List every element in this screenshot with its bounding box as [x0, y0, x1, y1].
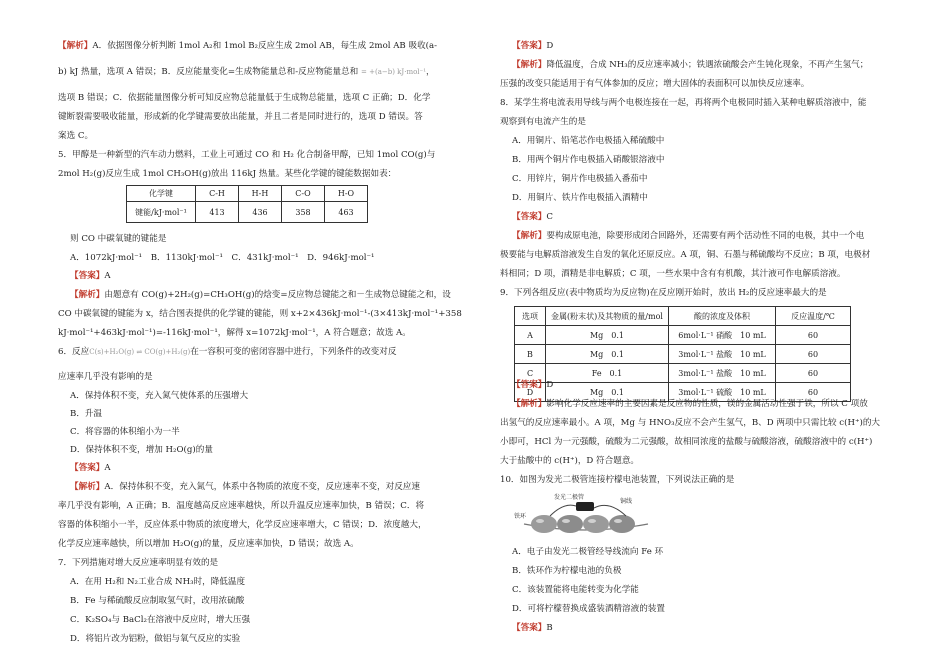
table-header-row: 选项 金属(粉末状)及其物质的量/mol 酸的浓度及体积 反应温度/℃: [515, 307, 851, 326]
q4-analysis-line1: 【解析】A．依据图像分析判断 1mol A₂和 1mol B₂反应生成 2mol AB，每生成 2mol AB 吸收(a-: [58, 41, 438, 51]
q4-analysis-line5: 案选 C。: [58, 131, 94, 141]
q8-analysis-line3: 料相同；D 项，酒精是非电解质；C 项，一些水果中含有有机酸，其汁液可作电解质溶液。: [500, 269, 846, 279]
q10-option-d: D．可将柠檬替换成盛装酒精溶液的装置: [512, 604, 665, 614]
q8-analysis-line1: 【解析】要构成原电池，除要形成闭合回路外，还需要有两个活动性不同的电极，其中一个电: [512, 231, 865, 241]
table-row: A Mg 0.1 6mol·L⁻¹ 硝酸 10 mL 60: [515, 326, 851, 345]
q6-analysis-line4: 化学反应速率越快，所以增加 H₂O(g)的量，反应速率加快，D 错误；故选 A。: [58, 539, 359, 549]
q5-stem-line2: 2mol H₂(g)反应生成 1mol CH₃OH(g)放出 116kJ 热量。某些化学键的键能数据如表：: [58, 169, 397, 179]
reaction-rate-table: [514, 306, 851, 402]
q8-option-c: C．用锌片，铜片作电极插入番茄中: [512, 174, 648, 184]
copper-label: 铜线: [620, 498, 633, 505]
energy-formula: = +(a−b) kJ·mol⁻¹: [361, 68, 427, 76]
led-label: 发光二极管: [554, 494, 585, 501]
q7-option-c: C．K₂SO₄与 BaCl₂在溶液中反应时，增大压强: [70, 615, 251, 625]
q7-option-d: D．将铝片改为铝粉，做铝与氧气反应的实验: [70, 634, 241, 644]
q9-stem: 9．下列各组反应(表中物质均为反应物)在反应刚开始时，放出 H₂的反应速率最大的是: [500, 288, 827, 298]
q10-stem: 10．如图为发光二极管连接柠檬电池装置，下列说法正确的是: [500, 475, 735, 485]
q9-analysis-line3: 小即可，HCl 为一元强酸，硫酸为二元强酸，故相同浓度的盐酸与硫酸溶液，硫酸溶液中的 c(H⁺): [500, 437, 873, 447]
q5-analysis-line3: kJ·mol⁻¹+463kJ·mol⁻¹)=-116kJ·mol⁻¹，解得 x=1072kJ·mol⁻¹，A 符合题意；故选 A。: [58, 328, 411, 338]
copper-wire-left: [550, 505, 576, 516]
lemon-1: [531, 515, 557, 533]
q4-analysis-line3: 选项 B 错误；C．依据能量图像分析可知反应物总能量低于生成物总能量，选项 C 正确；D．化学: [58, 93, 431, 103]
q6-reaction-formula: C(s)+H₂O(g) ⇌ CO(g)+H₂(g): [89, 348, 191, 356]
q8-option-d: D．用铜片、铁片作电极插入酒精中: [512, 193, 648, 203]
table-row: D Mg 0.1 3mol·L⁻¹ 硫酸 10 mL 60: [515, 383, 851, 402]
table-row: 键能/kJ·mol⁻¹ 413 436 358 463: [127, 202, 368, 223]
q6-analysis-line2: 率几乎没有影响，A 正确；B．温度越高反应速率越快，所以升温反应速率加快，B 错误；C．将: [58, 501, 425, 511]
lemon-battery-figure: [514, 490, 664, 538]
q7-analysis-line2: 压强的改变只能适用于有气体参加的反应；增大固体的表面积可以加快反应速率。: [500, 79, 810, 89]
q10-option-a: A．电子由发光二极管经导线流向 Fe 环: [512, 547, 664, 557]
q8-analysis-line2: 极要能与电解质溶液发生自发的氧化还原反应。A 项，铜、石墨与稀硫酸均不反应；B 项，电极材: [500, 250, 871, 260]
q4-analysis-line4: 键断裂需要吸收能量，形成新的化学键需要放出能量，并且二者是同时进行的，选项 D 错误。答: [58, 112, 423, 122]
q5-analysis-line2: CO 中碳氧键的键能为 x，结合图表提供的化学键的键能，则 x+2×436kJ·mol⁻¹-(3×413kJ·mol⁻¹+358: [58, 309, 462, 319]
q7-answer: 【答案】D: [512, 41, 554, 51]
lemon-2: [557, 515, 583, 533]
table-row: C Fe 0.1 3mol·L⁻¹ 盐酸 10 mL 60: [515, 364, 851, 383]
q10-option-b: B．铁环作为柠檬电池的负极: [512, 566, 622, 576]
q6-option-c: C．将容器的体积缩小为一半: [70, 427, 180, 437]
q6-answer: 【答案】A: [70, 463, 111, 473]
q5-question: 则 CO 中碳氧键的键能是: [70, 234, 167, 244]
q5-stem-line1: 5．甲醇是一种新型的汽车动力燃料，工业上可通过 CO 和 H₂ 化合制备甲醇，已知 1mol CO(g)与: [58, 150, 436, 160]
q8-option-a: A．用铜片、铅笔芯作电极插入稀硫酸中: [512, 136, 665, 146]
q6-analysis-line3: 容器的体积缩小一半，反应体系中物质的浓度增大，化学反应速率增大，C 错误；D．浓度越大，: [58, 520, 427, 530]
q10-answer: 【答案】B: [512, 623, 553, 633]
q5-answer: 【答案】A: [70, 271, 111, 281]
lemon-3: [583, 515, 609, 533]
q8-stem-line1: 8．某学生将电流表用导线与两个电极连接在一起，再将两个电极同时插入某种电解质溶液中，能: [500, 98, 867, 108]
q9-answer: 【答案】D: [512, 380, 554, 390]
q7-option-b: B．Fe 与稀硫酸反应制取氢气时，改用浓硫酸: [70, 596, 245, 606]
q9-analysis-line2: 出氢气的反应速率最小。A 项，Mg 与 HNO₃反应不会产生氢气，B、D 两项中只需比较 c(H⁺)的大: [500, 418, 881, 428]
q7-stem: 7．下列措施对增大反应速率明显有效的是: [58, 558, 219, 568]
q6-option-d: D．保持体积不变，增加 H₂O(g)的量: [70, 445, 213, 455]
lemon-4: [609, 515, 635, 533]
table-row: B Mg 0.1 3mol·L⁻¹ 盐酸 10 mL 60: [515, 345, 851, 364]
bond-energy-table: [126, 185, 368, 223]
q10-option-c: C．该装置能将电能转变为化学能: [512, 585, 639, 595]
q8-option-b: B．用两个铜片作电极插入硝酸银溶液中: [512, 155, 665, 165]
led-icon: [576, 502, 594, 511]
q6-stem-line1: 6．反应C(s)+H₂O(g) ⇌ CO(g)+H₂(g)在一容积可变的密闭容器中进行，下列条件的改变对反: [58, 347, 397, 357]
q7-analysis-line1: 【解析】降低温度，合成 NH₃的反应速率减小；铁遇浓硫酸会产生钝化现象，不再产生氢气；: [512, 60, 869, 70]
copper-wire-right: [594, 505, 626, 516]
q9-analysis-line4: 大于盐酸中的 c(H⁺)，D 符合题意。: [500, 456, 640, 466]
q5-options: A．1072kJ·mol⁻¹ B．1130kJ·mol⁻¹ C．431kJ·mol⁻¹ D．946kJ·mol⁻¹: [70, 253, 375, 263]
iron-label: 铁环: [514, 513, 527, 520]
q6-analysis-line1: 【解析】A．保持体积不变，充入氮气，体系中各物质的浓度不变，反应速率不变，对反应速: [70, 482, 420, 492]
q5-analysis-line1: 【解析】由题意有 CO(g)+2H₂(g)=CH₃OH(g)的焓变=反应物总键能之和－生成物总键能之和，设: [70, 290, 451, 300]
table-header-row: 化学键 C-H H-H C-O H-O: [127, 186, 368, 202]
q4-analysis-line2: b) kJ 热量，选项 A 错误；B．反应能量变化=生成物能量总和-反应物能量总和 = +(a−b) kJ·mol⁻¹，: [58, 67, 435, 77]
q6-option-b: B．升温: [70, 409, 103, 419]
q7-option-a: A．在用 H₂和 N₂工业合成 NH₃时，降低温度: [70, 577, 246, 587]
q6-stem-line2: 应速率几乎没有影响的是: [58, 372, 153, 382]
q8-answer: 【答案】C: [512, 212, 553, 222]
q8-stem-line2: 观察到有电流产生的是: [500, 117, 586, 127]
q6-option-a: A．保持体积不变，充入氮气使体系的压强增大: [70, 391, 249, 401]
q9-analysis-line1: 【解析】影响化学反应速率的主要因素是反应物的性质，镁的金属活动性强于铁，所以 C 项放: [512, 399, 868, 409]
